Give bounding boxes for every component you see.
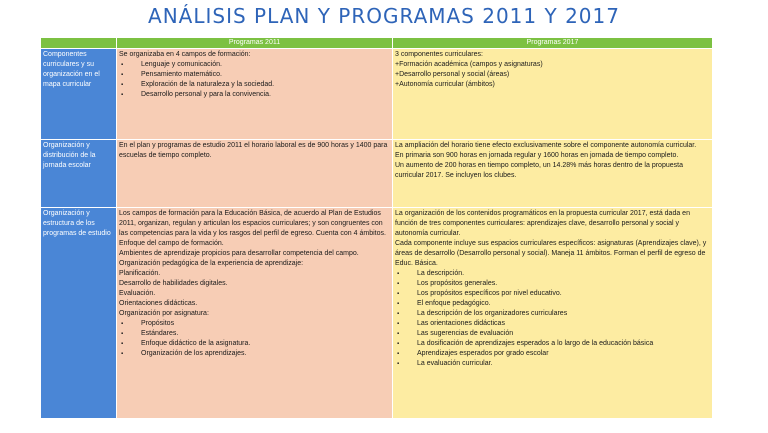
table-row (41, 140, 713, 208)
cell-2011 (117, 49, 393, 140)
bullet-list (395, 269, 710, 369)
list-item: ▪ Las orientaciones didácticas (417, 319, 710, 329)
cell-text: En primaria son 900 horas en jornada regular y 1600 horas en jornada de tiempo completo. (395, 152, 679, 159)
column-header-2011: Programas 2011 (117, 38, 393, 49)
cell-text: Desarrollo de habilidades digitales. (119, 280, 228, 287)
cell-text: En el plan y programas de estudio 2011 el horario laboral es de 900 horas y 1400 para escuelas de tiempo completo. (119, 142, 388, 159)
cell-text: La ampliación del horario tiene efecto exclusivamente sobre el componente autonomía curricular. (395, 142, 697, 149)
table-row (41, 49, 713, 140)
cell-2017 (393, 140, 713, 208)
list-item: ▪ Las sugerencias de evaluación (417, 329, 710, 339)
table-row (41, 208, 713, 419)
cell-2017 (393, 49, 713, 140)
header-blank-cell (41, 38, 117, 49)
list-item: ▪ Los propósitos específicos por nivel educativo. (417, 289, 710, 299)
row-header: Organización y estructura de los programas de estudio (41, 208, 117, 419)
cell-text: Un aumento de 200 horas en tiempo completo, un 14.28% más horas dentro de la propuesta curricular 2017. Se incluyen los clubes. (395, 162, 683, 179)
cell-text: La organización de los contenidos programáticos en la propuesta curricular 2017, está dada en función de tres componentes curriculares: aprendizajes clave, desarrollo personal y social y autonomía curricular. (395, 210, 690, 237)
cell-text: Organización pedagógica de la experiencia de aprendizaje: (119, 260, 304, 267)
list-item: ▪ Enfoque didáctico de la asignatura. (141, 339, 390, 349)
comparison-table (40, 37, 713, 419)
cell-text: Se organizaba en 4 campos de formación: (119, 51, 251, 58)
list-item: ▪ La descripción. (417, 269, 710, 279)
row-header: Organización y distribución de la jornada escolar (41, 140, 117, 208)
list-item: ▪ La dosificación de aprendizajes esperados a lo largo de la educación básica (417, 339, 710, 349)
list-item: ▪ Aprendizajes esperados por grado escolar (417, 349, 710, 359)
list-item: ▪ La evaluación curricular. (417, 359, 710, 369)
list-item: ▪ Desarrollo personal y para la convivencia. (141, 90, 390, 100)
cell-text: Cada componente incluye sus espacios curriculares específicos: asignaturas (Aprendizajes clave), y áreas de desarrollo (Desarrollo personal y social). Maneja 11 ámbitos. Forman el perfil de egreso de Educ. Básica. (395, 240, 707, 267)
cell-text: Evaluación. (119, 290, 156, 297)
list-item: ▪ Exploración de la naturaleza y la sociedad. (141, 80, 390, 90)
list-item: ▪ Pensamiento matemático. (141, 70, 390, 80)
list-item: ▪ La descripción de los organizadores curriculares (417, 309, 710, 319)
cell-text: +Formación académica (campos y asignaturas) (395, 61, 543, 68)
cell-text: +Desarrollo personal y social (áreas) (395, 71, 510, 78)
cell-text: Planificación. (119, 270, 161, 277)
table-header-row (41, 38, 713, 49)
row-header: Componentes curriculares y su organización en el mapa curricular (41, 49, 117, 140)
list-item: ▪ Organización de los aprendizajes. (141, 349, 390, 359)
list-item: ▪ El enfoque pedagógico. (417, 299, 710, 309)
list-item: ▪ Lenguaje y comunicación. (141, 60, 390, 70)
cell-text: Los campos de formación para la Educación Básica, de acuerdo al Plan de Estudios 2011, organizan, regulan y articulan los espacios curriculares; y son congruentes con las competencias para la vida y los rasgos del perfil de egreso. Cuenta con 4 ámbitos. (119, 210, 386, 237)
cell-2011 (117, 140, 393, 208)
column-header-2017: Programas 2017 (393, 38, 713, 49)
cell-text: 3 componentes curriculares: (395, 51, 483, 58)
list-item: ▪ Propósitos (141, 319, 390, 329)
cell-2017 (393, 208, 713, 419)
cell-text: +Autonomía curricular (ámbitos) (395, 81, 495, 88)
page-title: ANÁLISIS PLAN Y PROGRAMAS 2011 Y 2017 (148, 4, 620, 28)
cell-text: Organización por asignatura: (119, 310, 209, 317)
list-item: ▪ Los propósitos generales. (417, 279, 710, 289)
list-item: ▪ Estándares. (141, 329, 390, 339)
cell-text: Ambientes de aprendizaje propicios para desarrollar competencia del campo. (119, 250, 359, 257)
cell-text: Orientaciones didácticas. (119, 300, 198, 307)
cell-text: Enfoque del campo de formación. (119, 240, 224, 247)
cell-2011 (117, 208, 393, 419)
bullet-list (119, 319, 390, 359)
bullet-list (119, 60, 390, 100)
